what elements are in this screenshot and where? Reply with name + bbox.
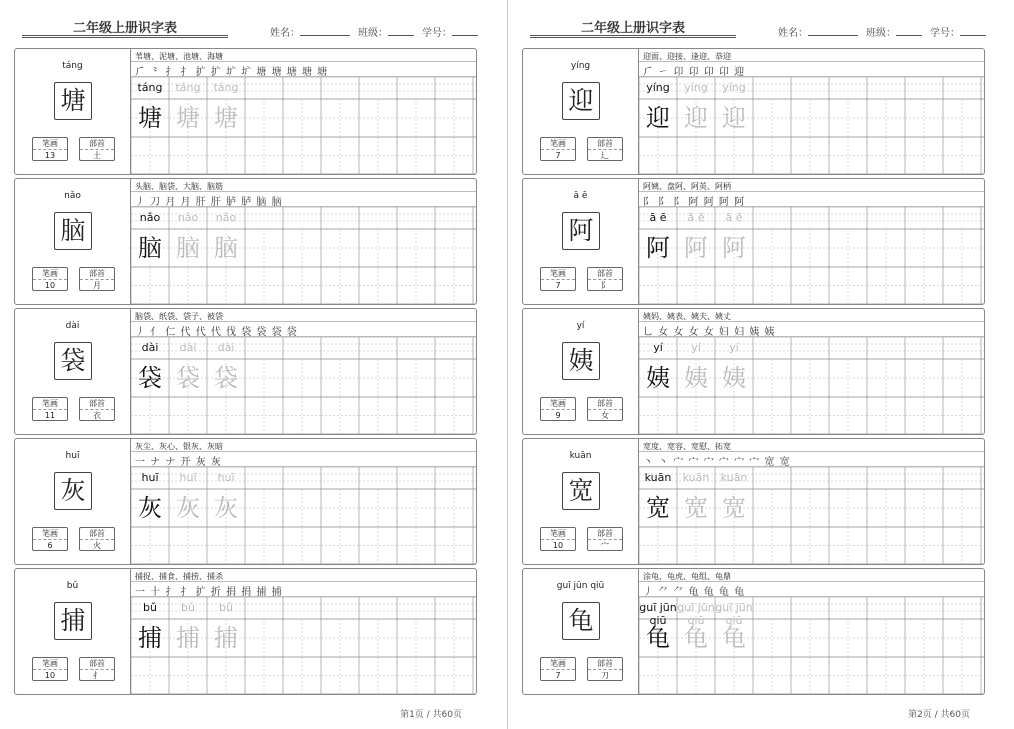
character-info [15,309,131,434]
stroke-count-box [32,397,68,421]
page-number: 第2页 / 共60页 [908,710,970,720]
character-card [522,48,985,175]
word-examples: 灰尘、灰心、银灰、灰暗 [135,442,223,451]
writing-grid[interactable] [131,597,476,694]
pinyin-trace: guī jūn qiū [677,601,715,627]
radical-box [587,397,623,421]
page-number: 第1页 / 共60页 [400,710,462,720]
pinyin-trace: dài [179,341,197,354]
field-line-name[interactable] [808,26,858,36]
stroke-count-box [32,527,68,551]
stroke-order-row [639,61,984,77]
field-label-name: 姓名： [778,28,808,39]
char-trace: 阿 [722,234,746,262]
radical-label: 部首 [588,398,622,410]
pinyin-trace: táng [213,81,239,94]
char-sample: 宽 [646,494,670,522]
practice-area [639,179,984,304]
stroke-count-box [540,397,576,421]
pinyin-sample: kuān [644,471,672,484]
stroke-count-value: 6 [47,541,53,550]
word-examples: 宽度、宽容、宽慰、拓宽 [643,442,731,451]
pinyin-sample: nǎo [139,211,161,224]
stroke-order-row [131,61,476,77]
practice-area [639,49,984,174]
char-trace: 姨 [722,364,746,392]
page-title: 二年级上册识字表 [72,21,177,36]
field-line-class[interactable] [388,26,414,36]
pinyin-sample: yí [653,341,663,354]
stroke-count-box [540,267,576,291]
stroke-count-value: 10 [44,281,56,290]
char-trace: 捕 [214,624,238,652]
stroke-count-label: 笔画 [541,268,575,280]
radical-value: 刀 [601,671,609,680]
character-pinyin: bǔ [66,581,79,591]
radical-box [79,527,115,551]
stroke-count-label: 笔画 [33,268,67,280]
character-large: 迎 [562,82,600,120]
pinyin-sample: yíng [646,81,670,94]
stroke-count-value: 7 [555,281,561,290]
pinyin-sample: huī [141,471,159,484]
pinyin-trace: guī jūn qiū [715,601,753,627]
writing-grid[interactable] [639,597,984,694]
stroke-count-value: 10 [552,541,564,550]
radical-box [587,527,623,551]
stroke-order-row [639,581,984,597]
stroke-count-box [540,527,576,551]
stroke-order: 丿 亻 仁 代 代 代 伐 袋 袋 袋 袋 [135,327,298,338]
stroke-order: 丶 丶 宀 宀 宀 宀 宀 宀 宽 宽 [643,457,791,468]
writing-grid[interactable] [639,467,984,564]
field-label-number: 学号： [422,28,452,39]
practice-area [639,569,984,694]
radical-value: 土 [93,151,101,160]
character-pinyin: guī jūn qiū [556,581,605,591]
pinyin-trace: dài [217,341,235,354]
pinyin-trace: bǔ [181,601,195,614]
page-2 [507,0,1014,729]
stroke-count-value: 7 [555,151,561,160]
radical-box [79,657,115,681]
stroke-count-value: 11 [44,411,56,420]
character-card [14,48,477,175]
radical-box [79,267,115,291]
char-trace: 捕 [176,624,200,652]
word-examples: 涂龟、龟虎、龟组、龟鼎 [643,572,731,581]
word-examples: 苇塘、泥塘、池塘、海塘 [135,52,223,61]
radical-label: 部首 [80,268,114,280]
pinyin-trace: yíng [684,81,708,94]
char-sample: 捕 [138,624,162,652]
stroke-count-box [540,657,576,681]
character-card [522,308,985,435]
pinyin-trace: kuān [682,471,710,484]
char-sample: 袋 [138,364,162,392]
character-info [523,49,639,174]
radical-box [79,137,115,161]
practice-area [131,569,476,694]
stroke-order-row [639,451,984,467]
stroke-count-label: 笔画 [33,528,67,540]
writing-grid[interactable] [131,207,476,304]
pinyin-trace: yí [691,341,701,354]
practice-area [639,439,984,564]
field-line-name[interactable] [300,26,350,36]
field-label-number: 学号： [930,28,960,39]
writing-grid[interactable] [131,467,476,564]
character-large: 灰 [54,472,92,510]
field-line-class[interactable] [896,26,922,36]
character-large: 塘 [54,82,92,120]
word-examples: 头脑、脑袋、大脑、脑筋 [135,182,223,191]
pinyin-trace: yíng [722,81,746,94]
character-info [15,49,131,174]
field-line-number[interactable] [452,26,478,36]
character-pinyin: huī [65,451,80,461]
student-fields [270,24,486,39]
word-examples: 脑袋、纸袋、袋子、被袋 [135,312,223,321]
char-sample: 迎 [646,104,670,132]
stroke-order: 阝 阝 阝 阿 阿 阿 阿 [643,197,746,208]
character-card [14,568,477,695]
character-pinyin: kuān [569,451,592,461]
radical-box [587,267,623,291]
character-large: 阿 [562,212,600,250]
char-trace: 龟 [684,624,708,652]
char-sample: 灰 [138,494,162,522]
pinyin-trace: nǎo [215,211,237,224]
word-examples: 阿姨、盘阿、阿英、阿柄 [643,182,731,191]
character-pinyin: táng [62,61,83,71]
character-card [522,178,985,305]
character-info [15,439,131,564]
char-trace: 袋 [176,364,200,392]
practice-area [639,309,984,434]
radical-value: 辶 [601,151,609,160]
char-trace: 龟 [722,624,746,652]
stroke-count-value: 7 [555,671,561,680]
radical-value: 扌 [93,671,101,680]
writing-grid[interactable] [639,77,984,174]
practice-area [131,49,476,174]
stroke-count-box [32,657,68,681]
stroke-order-row [131,191,476,207]
pinyin-sample: bǔ [143,601,157,614]
character-pinyin: ā ē [573,191,588,201]
stroke-order-row [131,321,476,337]
char-trace: 脑 [214,234,238,262]
character-pinyin: yíng [570,61,591,71]
student-fields [778,24,994,39]
stroke-count-label: 笔画 [541,138,575,150]
character-info [523,179,639,304]
practice-area [131,179,476,304]
writing-grid[interactable] [639,207,984,304]
character-large: 龟 [562,602,600,640]
stroke-count-label: 笔画 [33,398,67,410]
character-large: 袋 [54,342,92,380]
pinyin-trace: kuān [720,471,748,484]
char-trace: 迎 [684,104,708,132]
pinyin-trace: nǎo [177,211,199,224]
char-trace: 塘 [214,104,238,132]
title-underline [22,35,228,38]
character-card [14,178,477,305]
radical-box [79,397,115,421]
char-trace: 灰 [176,494,200,522]
character-pinyin: dài [65,321,80,331]
stroke-count-box [32,137,68,161]
character-large: 捕 [54,602,92,640]
char-sample: 塘 [138,104,162,132]
page-title: 二年级上册识字表 [580,21,685,36]
char-trace: 宽 [722,494,746,522]
pinyin-sample: dài [141,341,159,354]
radical-label: 部首 [80,398,114,410]
stroke-order: 丿 刀 月 月 肝 肝 胪 胪 脑 脑 [135,197,283,208]
character-large: 宽 [562,472,600,510]
stroke-order: 一 十 扌 扌 扩 折 捐 捐 捕 捕 [135,587,283,598]
field-label-class: 班级： [866,28,896,39]
word-examples: 迎面、迎接、逢迎、恭迎 [643,52,731,61]
pinyin-trace: yí [729,341,739,354]
stroke-count-label: 笔画 [541,658,575,670]
radical-value: 阝 [601,281,609,290]
char-trace: 袋 [214,364,238,392]
stroke-order-row [131,581,476,597]
title-underline [530,35,736,38]
radical-label: 部首 [80,658,114,670]
char-sample: 阿 [646,234,670,262]
stroke-count-label: 笔画 [33,658,67,670]
character-info [15,179,131,304]
stroke-count-value: 9 [555,411,561,420]
practice-area [131,309,476,434]
stroke-count-label: 笔画 [541,398,575,410]
char-trace: 灰 [214,494,238,522]
writing-grid[interactable] [131,77,476,174]
pinyin-sample: ā ē [649,211,667,224]
char-trace: 阿 [684,234,708,262]
radical-value: 宀 [601,541,609,550]
character-info [523,309,639,434]
character-large: 脑 [54,212,92,250]
radical-label: 部首 [80,528,114,540]
character-card [14,308,477,435]
pinyin-trace: táng [175,81,201,94]
field-label-name: 姓名： [270,28,300,39]
radical-label: 部首 [80,138,114,150]
field-label-class: 班级： [358,28,388,39]
character-info [523,569,639,694]
radical-value: 女 [601,411,609,420]
stroke-order-row [131,451,476,467]
char-trace: 迎 [722,104,746,132]
pinyin-sample: táng [137,81,163,94]
pinyin-trace: huī [179,471,197,484]
radical-label: 部首 [588,268,622,280]
character-pinyin: yí [576,321,585,331]
radical-label: 部首 [588,658,622,670]
char-sample: 脑 [138,234,162,262]
char-trace: 塘 [176,104,200,132]
stroke-count-label: 笔画 [541,528,575,540]
character-card [522,568,985,695]
pinyin-trace: huī [217,471,235,484]
char-trace: 宽 [684,494,708,522]
stroke-count-label: 笔画 [33,138,67,150]
character-card [14,438,477,565]
character-card [522,438,985,565]
word-examples: 姨妈、姨表、姨夫、姨丈 [643,312,731,321]
char-sample: 姨 [646,364,670,392]
stroke-order: 一 ナ ナ 开 灰 灰 [135,457,222,468]
pinyin-sample: guī jūn qiū [639,601,677,627]
stroke-count-value: 13 [44,151,56,160]
writing-grid[interactable] [131,337,476,434]
practice-area [131,439,476,564]
radical-box [587,137,623,161]
char-trace: 姨 [684,364,708,392]
stroke-order: 丿 ⺈ ⺈ 龟 龟 龟 龟 [643,587,746,598]
radical-label: 部首 [588,528,622,540]
field-line-number[interactable] [960,26,986,36]
radical-box [587,657,623,681]
pinyin-trace: ā ē [687,211,705,224]
stroke-order-row [639,191,984,207]
char-sample: 龟 [646,624,670,652]
radical-value: 月 [93,281,101,290]
pinyin-trace: bǔ [219,601,233,614]
character-info [523,439,639,564]
character-large: 姨 [562,342,600,380]
radical-value: 衣 [93,411,101,420]
character-pinyin: nǎo [64,191,81,201]
word-examples: 捕捉、捕食、捕捞、捕杀 [135,572,223,581]
stroke-order: 乚 女 女 女 女 妇 妇 姨 姨 [643,327,776,338]
writing-grid[interactable] [639,337,984,434]
radical-label: 部首 [588,138,622,150]
stroke-order: ⺁ ㇀ 卬 卬 卬 卬 迎 [643,67,746,78]
stroke-count-box [540,137,576,161]
stroke-order: ⺁ ⺀ 扌 扌 扩 扩 圹 圹 塘 塘 塘 塘 塘 [135,67,329,78]
stroke-count-value: 10 [44,671,56,680]
radical-value: 火 [93,541,101,550]
pinyin-trace: ā ē [725,211,743,224]
character-info [15,569,131,694]
stroke-order-row [639,321,984,337]
char-trace: 脑 [176,234,200,262]
stroke-count-box [32,267,68,291]
